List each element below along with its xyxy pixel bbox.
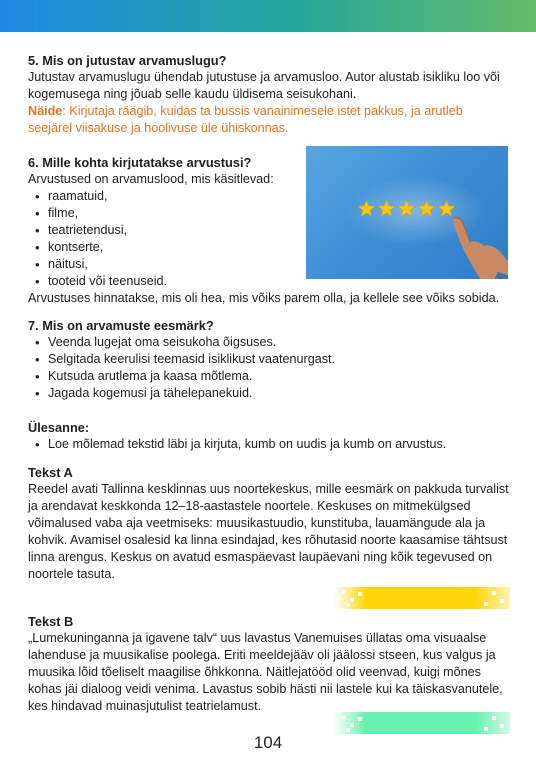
section-6-intro: Arvustused on arvamuslood, mis käsitlevad: (28, 172, 274, 186)
list-item: • Selgitada keerulisi teemasid isiklikust vaatenurgast. (28, 351, 510, 368)
list-item: • Veenda lugejat oma seisukoha õigsuses. (28, 334, 510, 351)
pixel-dot (492, 591, 496, 595)
task-list (28, 436, 510, 453)
section-6-outro: Arvustuses hinnatakse, mis oli hea, mis võiks parem olla, ja kellele see võiks sobida. (28, 291, 500, 305)
star-icon (397, 199, 416, 218)
list-item: • raamatuid, (28, 188, 510, 205)
pixel-dot (350, 598, 354, 602)
page-number: 104 (253, 733, 283, 752)
hand-icon (448, 212, 508, 279)
pixel-dot (484, 727, 488, 731)
list-item: • näitusi, (28, 256, 510, 273)
list-item: • Jagada kogemusi ja tähelepanekuid. (28, 385, 510, 402)
list-item: • kontserte, (28, 239, 510, 256)
text-b-heading: Tekst B (28, 614, 74, 629)
star-icon (377, 199, 396, 218)
pixel-dot (484, 602, 488, 606)
example-paragraph (28, 103, 510, 137)
list-item: • teatrietendusi, (28, 222, 510, 239)
list-item: • Kutsuda arutlema ja kaasa mõtlema. (28, 368, 510, 385)
task-section (28, 419, 510, 453)
task-heading: Ülesanne: (28, 420, 90, 435)
star-icon (417, 199, 436, 218)
text-a-body: Reedel avati Tallinna kesklinnas uus noortekeskus, mille eesmärk on pakkuda turvalist ja arendavat keskkonda 12–18-aastastele noortele. Keskuses on mitmekülgsed võimalused vaba aja veetmiseks: muusikastuudio, kunstituba, lauamängude ala ja kohvik. Avamisel osalesid ka linna esindajad, kes rõhutasid noorte kaasamise tähtsust linna arengus. Keskus on avatud esmaspäevast laupäevani ning kõik tegevused on noortele tasuta. (28, 482, 509, 581)
pixel-dot (342, 590, 346, 594)
section-5-heading: 5. Mis on jutustav arvamuslugu? (28, 53, 227, 68)
list-item: • tooteid või teenuseid. (28, 273, 510, 290)
pixel-dot (500, 599, 504, 603)
text-b-section (28, 613, 510, 715)
pixel-dot (346, 728, 350, 732)
pixel-dot (492, 716, 496, 720)
pixel-dot (346, 603, 350, 607)
text-a-heading: Tekst A (28, 465, 73, 480)
rating-photo (306, 146, 508, 279)
pixel-dot (500, 724, 504, 728)
pixel-dot (342, 715, 346, 719)
list-item: • filme, (28, 205, 510, 222)
pixel-dot (358, 592, 362, 596)
example-label: Näide (28, 104, 63, 118)
section-7-heading: 7. Mis on arvamuste eesmärk? (28, 318, 214, 333)
section-7-list (28, 334, 510, 402)
section-5-text: Jutustav arvamuslugu ühendab jutustuse ja arvamusloo. Autor alustab isikliku loo või kogemusega ning jõuab selle kaudu üldisema seisukohani. (28, 70, 500, 101)
green-decorative-strip (334, 712, 510, 734)
star-icon (357, 199, 376, 218)
section-6-heading: 6. Mille kohta kirjutatakse arvustusi? (28, 155, 252, 170)
text-a-section (28, 464, 510, 583)
top-gradient-bar (0, 0, 536, 32)
pixel-dot (350, 723, 354, 727)
example-text: : Kirjutaja räägib, kuidas ta bussis vanainimesele istet pakkus, ja arutleb seejärel viisakuse ja hoolivuse üle ühiskonnas. (28, 104, 463, 135)
yellow-decorative-strip (334, 587, 510, 609)
section-5 (28, 52, 510, 137)
pixel-dot (358, 717, 362, 721)
section-7 (28, 317, 510, 402)
list-item: • Loe mõlemad tekstid läbi ja kirjuta, kumb on uudis ja kumb on arvustus. (28, 436, 510, 453)
five-star-rating-icon (357, 199, 456, 218)
text-b-body: „Lumekuninganna ja igavene talv“ uus lavastus Vanemuises üllatas oma visuaalse lahenduse ja muusikalise poolega. Eriti meeldejääv oli jäälossi stseen, kus valgus ja muusika lõid tõeliselt maagilise õhkkonna. Näitlejatööd olid veenvad, kuigi mõnes kohas jäi dialoog veidi venima. Lavastus sobib hästi nii lastele kui ka täiskasvanutele, kes hindavad muinasjutulist teatrielamust. (28, 631, 503, 713)
